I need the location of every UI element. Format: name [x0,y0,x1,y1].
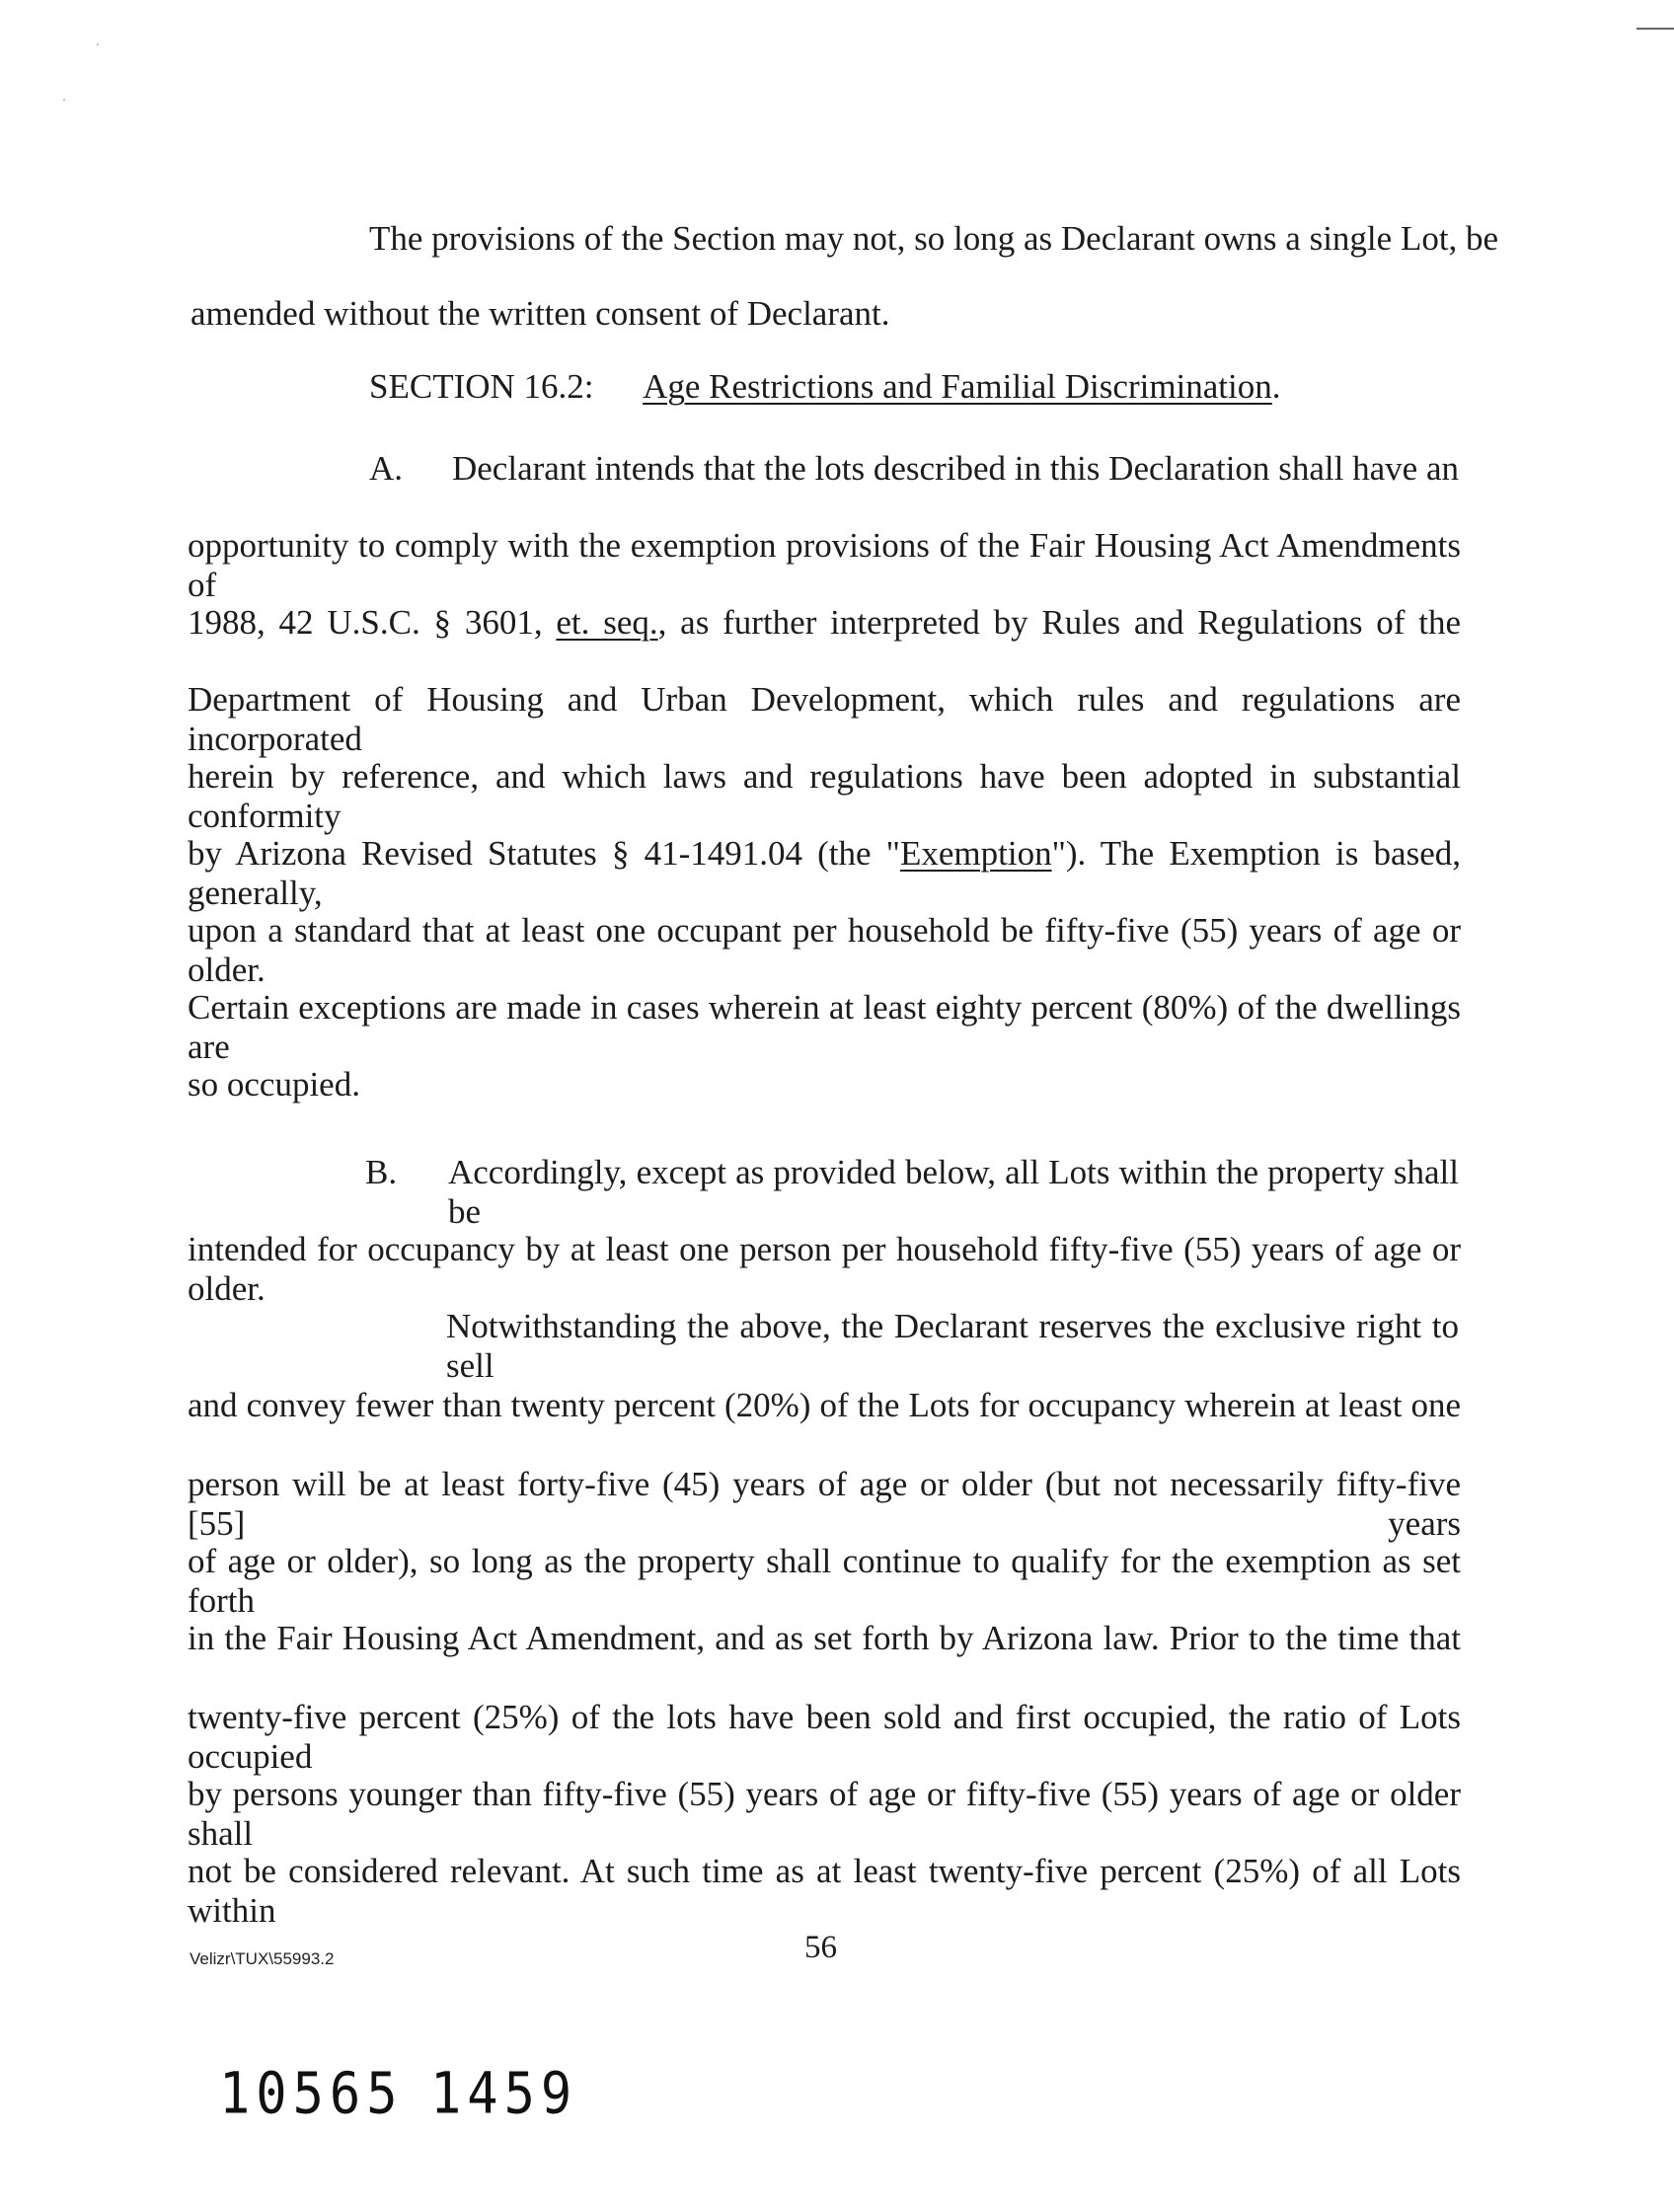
exemption-term: Exemption [899,834,1052,873]
document-id-footer: Velizr\TUX\55993.2 [190,1949,335,1968]
para-a-line-6-end: "). The Exemption is based, generally, [188,834,1461,912]
scan-corner-mark [1636,28,1674,30]
para-a-line-2: opportunity to comply with the exemption provisions of the Fair Housing Act Amendments of [188,526,1461,604]
intro-line-2: amended without the written consent of Declarant. [190,294,890,333]
para-c-line-7: by persons younger than fifty-five (55) years of age or fifty-five (55) years of age or older shall [188,1775,1461,1853]
section-title-period: . [1271,367,1281,406]
para-c-line-2: and convey fewer than twenty percent (20%) of the Lots for occupancy wherein at least one [188,1386,1461,1424]
para-a-line-3-start: 1988, 42 U.S.C. § 3601, [188,603,543,642]
recording-book-number: 10565 [219,2061,404,2128]
intro-line-1: The provisions of the Section may not, so long as Declarant owns a single Lot, be [369,219,1499,258]
para-c-line-3: person will be at least forty-five (45) years of age or older (but not necessarily fifty-five [55] years [188,1465,1461,1543]
para-a-line-3 [188,603,1461,643]
para-a-line-1: Declarant intends that the lots described in this Declaration shall have an [452,449,1459,488]
scan-speck [97,43,99,45]
section-label: SECTION 16.2: [369,367,594,406]
para-c-line-4: of age or older), so long as the property shall continue to qualify for the exemption as set forth [188,1542,1461,1620]
para-a-line-6-start: by Arizona Revised Statutes § 41-1491.04 (the " [188,834,900,873]
para-c-line-8: not be considered relevant. At such time as at least twenty-five percent (25%) of all Lots within [188,1852,1461,1930]
para-c-line-6: twenty-five percent (25%) of the lots have been sold and first occupied, the ratio of Lots occupied [188,1698,1461,1776]
para-a-line-9: so occupied. [188,1065,360,1104]
para-a-line-8: Certain exceptions are made in cases wherein at least eighty percent (80%) of the dwellings are [188,988,1461,1066]
para-c-line-5: in the Fair Housing Act Amendment, and as set forth by Arizona law. Prior to the time that [188,1619,1461,1657]
para-a-marker: A. [369,449,404,488]
para-b-marker: B. [365,1153,398,1191]
para-a-line-3-end: , as further interpreted by Rules and Regulations of the [657,603,1461,642]
para-a-line-7: upon a standard that at least one occupant per household be fifty-five (55) years of age or older. [188,911,1461,989]
para-a-line-5: herein by reference, and which laws and regulations have been adopted in substantial conformity [188,757,1461,835]
section-heading [369,367,1281,407]
recording-page-number: 1459 [430,2061,578,2128]
et-seq-citation: et. seq. [556,603,658,642]
para-a-line-6 [188,834,1461,913]
para-a-line-4: Department of Housing and Urban Development, which rules and regulations are incorporated [188,680,1461,758]
section-title: Age Restrictions and Familial Discrimination [643,367,1272,406]
scan-speck [63,99,65,101]
para-b-line-1: Accordingly, except as provided below, all Lots within the property shall be [448,1153,1459,1231]
para-b-line-2: intended for occupancy by at least one person per household fifty-five (55) years of age or older. [188,1230,1461,1308]
para-c-line-1: Notwithstanding the above, the Declarant reserves the exclusive right to sell [446,1307,1459,1385]
page-number: 56 [804,1930,837,1965]
